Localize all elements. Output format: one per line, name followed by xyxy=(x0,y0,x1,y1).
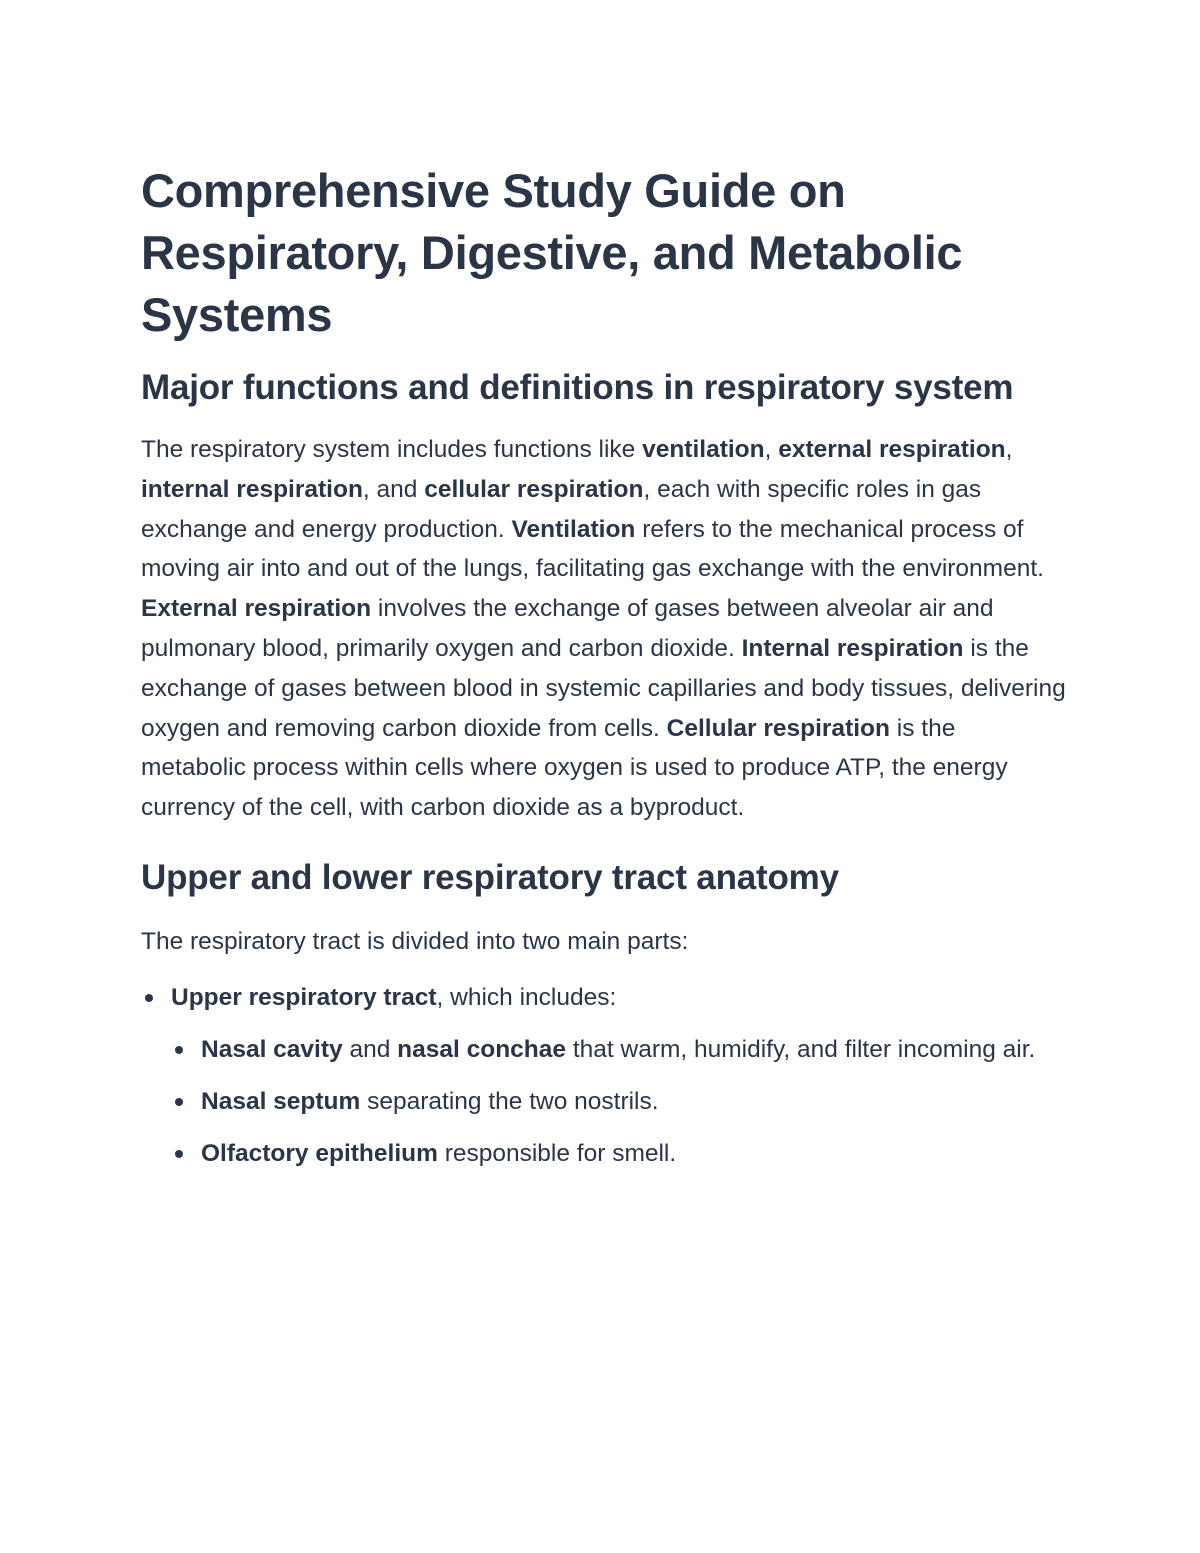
term-external-respiration-definition: External respiration xyxy=(141,595,372,623)
term-internal-respiration: internal respiration xyxy=(141,475,363,503)
paragraph-text: , and xyxy=(362,475,425,503)
term-external-respiration: external respiration xyxy=(778,436,1006,463)
term-cellular-respiration: cellular respiration xyxy=(424,475,644,503)
tract-list xyxy=(141,978,1066,1174)
term-nasal-septum: Nasal septum xyxy=(201,1087,361,1115)
list-item-olfactory-epithelium xyxy=(171,1134,1066,1174)
document-title: Comprehensive Study Guide on Respiratory, Digestive, and Metabolic Systems xyxy=(141,164,963,341)
document-page xyxy=(141,160,1066,1186)
paragraph-text: , each with specific roles in gas exchange and energy production. xyxy=(141,475,982,543)
paragraph-text: involves the exchange of gases between alveolar air and pulmonary blood, primarily oxygen and carbon dioxide. xyxy=(141,595,994,662)
term-cellular-respiration-definition: Cellular respiration xyxy=(666,714,890,742)
bullet-icon xyxy=(175,1150,183,1158)
term-nasal-cavity: Nasal cavity xyxy=(201,1035,343,1063)
list-item-upper-tract xyxy=(141,978,1066,1174)
list-item-text: responsible for smell. xyxy=(437,1139,677,1167)
list-item-text: separating the two nostrils. xyxy=(360,1087,659,1115)
section-heading-tract-anatomy: Upper and lower respiratory tract anatomy xyxy=(141,857,839,897)
term-upper-respiratory-tract: Upper respiratory tract xyxy=(171,983,437,1011)
bullet-icon xyxy=(175,1046,183,1054)
paragraph-text: , xyxy=(1005,436,1013,463)
paragraph-text: is the exchange of gases between blood in systemic capillaries and body tissues, delivering oxygen and removing carbon dioxide from cells. xyxy=(141,634,1066,742)
list-item-text: and xyxy=(342,1035,398,1063)
paragraph-text: is the metabolic process within cells where oxygen is used to produce ATP, the energy currency of the cell, with carbon dioxide as a byproduct. xyxy=(141,714,1008,822)
list-item-text: that warm, humidify, and filter incoming air. xyxy=(566,1035,1036,1063)
term-ventilation: ventilation xyxy=(642,436,765,463)
bullet-icon xyxy=(145,994,153,1002)
respiratory-functions-paragraph xyxy=(141,430,1066,828)
term-nasal-conchae: nasal conchae xyxy=(397,1035,567,1063)
upper-tract-sublist xyxy=(171,1030,1066,1174)
bullet-icon xyxy=(175,1098,183,1106)
list-item-nasal-cavity xyxy=(171,1030,1066,1070)
section-heading-respiratory-functions: Major functions and definitions in respiratory system xyxy=(141,368,1014,407)
paragraph-text: , xyxy=(764,436,779,463)
paragraph-text: The respiratory system includes functions like xyxy=(141,436,643,463)
list-item-nasal-septum xyxy=(171,1082,1066,1122)
list-item-text: , which includes: xyxy=(436,983,617,1011)
tract-intro-paragraph: The respiratory tract is divided into two main parts: xyxy=(141,927,689,955)
term-internal-respiration-definition: Internal respiration xyxy=(741,634,964,662)
paragraph-text: refers to the mechanical process of moving air into and out of the lungs, facilitating gas exchange with the environment. xyxy=(141,515,1044,583)
term-olfactory-epithelium: Olfactory epithelium xyxy=(201,1139,438,1167)
term-ventilation-definition: Ventilation xyxy=(511,515,636,543)
